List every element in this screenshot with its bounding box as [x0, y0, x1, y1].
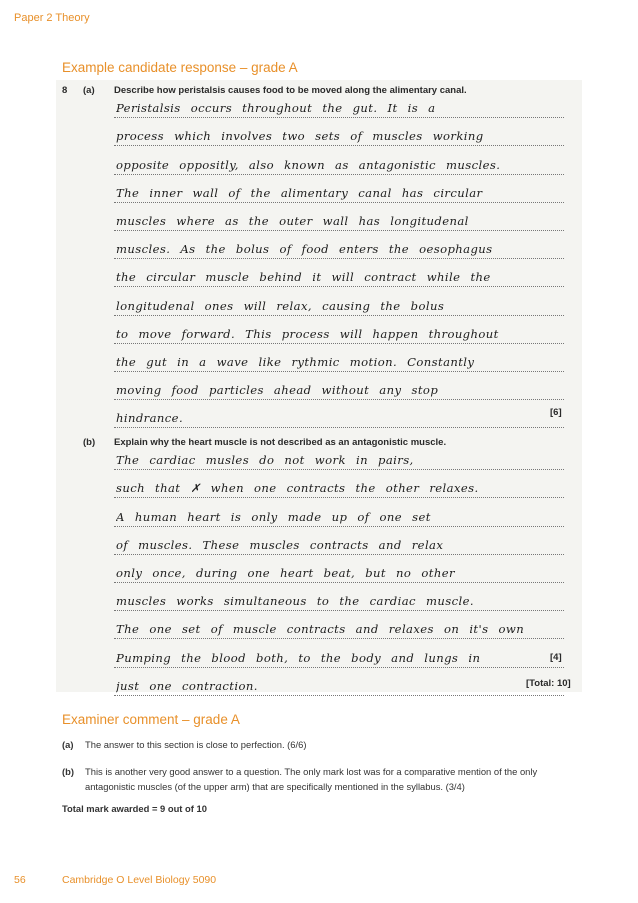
handwritten-text: A human heart is only made up of one set — [116, 509, 431, 524]
part-a-label: (a) — [83, 85, 95, 96]
comment-heading: Examiner comment – grade A — [62, 712, 240, 727]
handwritten-text: Peristalsis occurs throughout the gut. It is a — [116, 101, 436, 116]
answer-line — [114, 372, 564, 400]
part-b-answer-lines — [114, 442, 564, 696]
page-number: 56 — [14, 874, 26, 886]
handwritten-text: longitudenal ones will relax, causing the bolus — [116, 298, 445, 313]
answer-line — [114, 611, 564, 639]
handwritten-text: muscles where as the outer wall has longitudenal — [116, 213, 469, 228]
handwritten-text: to move forward. This process will happen throughout — [116, 326, 499, 341]
part-b-marks: [4] — [550, 652, 562, 663]
answer-line — [114, 118, 564, 146]
handwritten-text: only once, during one heart beat, but no other — [116, 565, 455, 580]
handwritten-text: The cardiac musles do not work in pairs, — [116, 453, 414, 468]
answer-line — [114, 527, 564, 555]
part-b-label: (b) — [83, 437, 96, 448]
scanned-answer-sheet — [56, 80, 582, 692]
comment-text: The answer to this section is close to perfection. (6/6) — [85, 739, 307, 750]
comment-label: (b) — [62, 766, 74, 777]
handwritten-text: The one set of muscle contracts and relaxes on it's own — [116, 622, 525, 637]
handwritten-text: opposite oppositly, also known as antagonistic muscles. — [116, 157, 501, 172]
running-head: Paper 2 Theory — [14, 12, 90, 24]
comment-text: This is another very good answer to a question. The only mark lost was for a comparative mention of the only antagonistic muscles (of the upper arm) that are specifically mentioned in the syllabus. (3/4) — [85, 766, 538, 792]
handwritten-text: just one contraction. — [116, 678, 258, 693]
answer-line — [114, 442, 564, 470]
total-marks: [Total: 10] — [526, 678, 571, 689]
handwritten-text: of muscles. These muscles contracts and relax — [116, 537, 444, 552]
answer-line — [114, 555, 564, 583]
answer-line — [114, 583, 564, 611]
question-number: 8 — [62, 85, 68, 96]
handwritten-text: muscles works simultaneous to the cardiac muscle. — [116, 594, 474, 609]
total-mark-awarded: Total mark awarded = 9 out of 10 — [62, 803, 207, 814]
handwritten-text: Pumping the blood both, to the body and lungs in — [116, 650, 481, 665]
comment-label: (a) — [62, 739, 74, 750]
handwritten-text: The inner wall of the alimentary canal has circular — [116, 185, 483, 200]
answer-line — [114, 400, 564, 428]
part-a-answer-lines — [114, 90, 564, 428]
footer-title: Cambridge O Level Biology 5090 — [62, 874, 217, 886]
part-b-prompt: Explain why the heart muscle is not described as an antagonistic muscle. — [114, 437, 447, 448]
answer-line — [114, 498, 564, 526]
answer-line — [114, 287, 564, 315]
response-heading: Example candidate response – grade A — [62, 60, 298, 75]
handwritten-text: hindrance. — [116, 411, 184, 426]
handwritten-text: such that ✗ when one contracts the other relaxes. — [116, 481, 479, 496]
handwritten-text: process which involves two sets of muscles working — [116, 129, 484, 144]
handwritten-text: the circular muscle behind it will contract while the — [116, 270, 491, 285]
answer-line — [114, 639, 564, 667]
handwritten-text: muscles. As the bolus of food enters the oesophagus — [116, 242, 493, 257]
part-a-marks: [6] — [550, 407, 562, 418]
answer-line — [114, 344, 564, 372]
handwritten-text: the gut in a wave like rythmic motion. Constantly — [116, 354, 475, 369]
answer-line — [114, 259, 564, 287]
answer-line — [114, 175, 564, 203]
answer-line — [114, 146, 564, 174]
answer-line — [114, 231, 564, 259]
answer-line — [114, 316, 564, 344]
handwritten-text: moving food particles ahead without any stop — [116, 383, 439, 398]
answer-line — [114, 470, 564, 498]
answer-line — [114, 90, 564, 118]
answer-line — [114, 668, 564, 696]
answer-line — [114, 203, 564, 231]
part-a-prompt: Describe how peristalsis causes food to be moved along the alimentary canal. — [114, 85, 467, 96]
